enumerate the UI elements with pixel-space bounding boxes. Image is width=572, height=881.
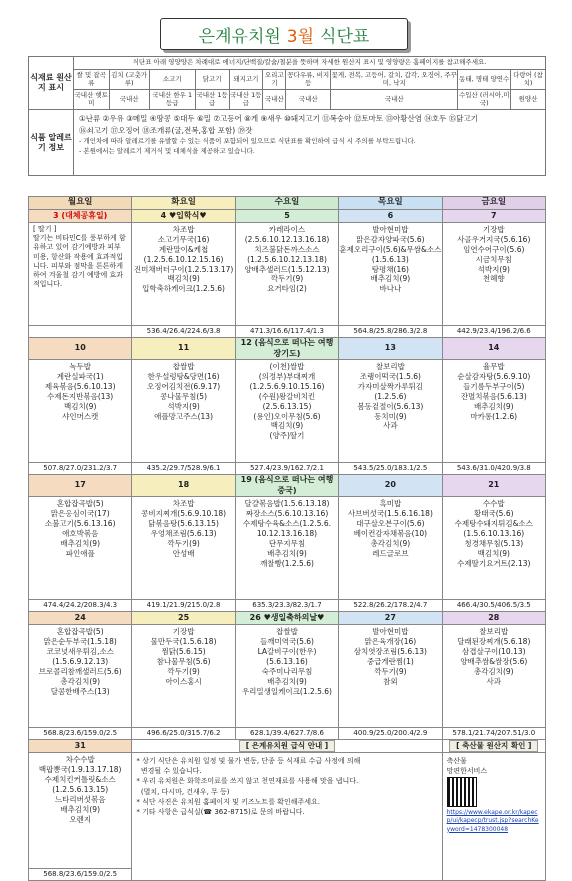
nutrition-cell: 442.9/23.4/196.2/6.6: [442, 326, 545, 338]
nutrition-cell: 628.1/39.4/627.7/8.6: [235, 728, 338, 740]
date-cell: 5: [235, 210, 338, 223]
origin-item: 꽁다우류, 비지 등: [286, 70, 331, 90]
menu-cell: 녹두밥 계란실파국(1) 제육볶음(5.6.10.13) 수제돈지반볶음(13) 백김치(9) 샤인머스캣: [29, 360, 132, 463]
weekday-wed: 수요일: [235, 197, 338, 210]
menu-cell: 기장밥 물만두국(1.5.6.18) 찜닭(5.6.15) 참나물무침(5.6) 깍두기(9) 아이스홍시: [132, 625, 235, 728]
nutrition-cell: 543.6/31.0/420.9/3.8: [442, 463, 545, 475]
date-cell: 3 (대체공휴일): [29, 210, 132, 223]
date-cell: 28: [442, 612, 545, 625]
origin-value: 원양산: [511, 90, 546, 110]
origin-label: 식재료 원산지 표시: [29, 57, 74, 110]
menu-cell: 흑미밥 사브버섯국(1.5.6.16.18) 대구살오븐구이(5.6) 베이컨감자채볶음(10) 총각김치(9) 레드글로브: [339, 497, 442, 600]
origin-item: 꽃게, 전복, 고등어, 갈치, 갑각, 오징어, 주꾸미, 낙지: [331, 70, 458, 90]
menu-cell: 기장밥 사골우거지국(5.6.16) 임연수어구이(5.6) 시금치무침 석박지(9) 천혜향: [442, 223, 545, 326]
meat-line1: 축산물: [446, 757, 467, 766]
origin-value: 국내산: [331, 90, 458, 110]
qr-code-icon[interactable]: [447, 777, 477, 807]
date-cell: 14: [442, 338, 545, 360]
origin-value: 수입산 (러시아,미국): [458, 90, 511, 110]
meat-line2: 망편한서비스: [446, 766, 488, 775]
origin-value: 국내산: [263, 90, 286, 110]
meat-link[interactable]: https://www.ekape.or.kr/kapecp/ui/kapecp/trust.jsp?searchKeyword=1478300048: [446, 808, 539, 833]
date-cell: 24: [29, 612, 132, 625]
origin-item: 동태, 명태 양연수: [458, 70, 511, 90]
date-cell: 17: [29, 475, 132, 497]
menu-cell: 혼합잡곡밥(5) 맑은순두부국(1.5.18) 코코넛새우튀김,소스 (1.5.6.9.12.13) 브로콜리참깨샐러드(5.6) 총각김치(9) 달콤한배주스(13): [29, 625, 132, 728]
guide-line: * 우리 유치원은 화학조미료를 쓰지 않고 천연재료를 사용해 맛을 냅니다.: [136, 777, 359, 786]
menu-cell: 차조밥 소고기무국(16) 계란말이&케첩 (1.2.5.6.10.12.15.16) 진미채버터구이(1.2.5.13.17) 백김치(9) 입학축하케이크(1.2.5.6): [132, 223, 235, 326]
origin-value: 국내산: [286, 90, 331, 110]
origin-allergy-table: [28, 56, 546, 176]
origin-value: 국내산 한우 1등급: [149, 90, 195, 110]
menu-cell: 차조밥 콩비지찌개(5.6.9.10.18) 닭볶음탕(5.6.13.15) 우엉채조림(5.6.13) 깍두기(9) 안성배: [132, 497, 235, 600]
menu-cell: 차수수밥 백팝뽕국(1.9.13.17.18) 수제치킨커틀릿&소스 (1.2.5.6.13.15) 느타리버섯볶음 배추김치(9) 오렌지: [29, 753, 132, 869]
weekday-header: [29, 197, 546, 210]
date-cell: 13: [339, 338, 442, 360]
date-cell: 18: [132, 475, 235, 497]
date-cell: 20: [339, 475, 442, 497]
title-suffix: 식단표: [320, 26, 370, 47]
nutrition-cell: 578.1/21.74/207.51/3.0: [442, 728, 545, 740]
nutrition-cell: 419.1/21.9/215.0/2.8: [132, 600, 235, 612]
guide-line: 변경될 수 있습니다.: [136, 767, 202, 776]
menu-cell: 발아현미밥 맑은감자양파국(5.6) 훈제오리구이(5.6)&무쌈&소스 (1.5.6.13) 탕평채(16) 배추김치(9) 바나나: [339, 223, 442, 326]
menu-cell: 찹쌀밥 들깨미역국(5.6) LA갈비구이(한우) (5.6.13.16) 숙주미나리무침 배추김치(9) 우리밀생일케이크(1.2.5.6): [235, 625, 338, 728]
date-cell: 19 (음식으로 떠나는 여행 중국): [235, 475, 338, 497]
date-cell: 11: [132, 338, 235, 360]
origin-notice: 식단표 아래 영양양은 차례대로 에너지/단백질/칼슘/철분을 뜻하며 자세한 원산지 표시 및 영양량은 홈페이지를 참고해주세요.: [74, 57, 546, 70]
guide-text: [132, 753, 442, 881]
menu-cell: 찹쌀밥 한우설렁탕&당면(16) 오징어김치전(6.9.17) 콩나물무침(5) 석박지(9) 애플망고주스(13): [132, 360, 235, 463]
nutrition-cell: 474.4/24.2/208.3/4.3: [29, 600, 132, 612]
weekday-fri: 금요일: [442, 197, 545, 210]
date-cell: 10: [29, 338, 132, 360]
allergy-note-2: - 본원에서는 알레르기 제거식 및 대체식을 제공하고 있습니다.: [79, 147, 255, 156]
weekday-tue: 화요일: [132, 197, 235, 210]
date-cell: 25: [132, 612, 235, 625]
meat-title: [ 축산물 원산지 확인 ]: [449, 740, 538, 752]
origin-item: 쌀 및 잡곡류: [74, 70, 110, 90]
nutrition-cell: 568.8/23.6/159.0/2.5: [29, 728, 132, 740]
date-cell: 26 ♥생일축하의날♥: [235, 612, 338, 625]
nutrition-cell: 522.8/26.2/178.2/4.7: [339, 600, 442, 612]
date-cell: 27: [339, 612, 442, 625]
origin-item: 오리고기: [263, 70, 286, 90]
page-title: [160, 18, 408, 50]
nutrition-cell: 527.4/23.9/162.7/2.1: [235, 463, 338, 475]
weekday-mon: 월요일: [29, 197, 132, 210]
menu-cell: 찰보리밥 조랭이떡국(1.5.6) 가자미살짝가루튀김 (1.2.5.6) 봄동겉절이(5.6.13) 동치미(9) 사과: [339, 360, 442, 463]
date-cell: 12 (음식으로 떠나는 여행 장기도): [235, 338, 338, 360]
menu-cell: 발아현미밥 맑은육개장(16) 삼치엿장조림(5.6.13) 중급게란찜(1) 깍두기(9) 참외: [339, 625, 442, 728]
guide-line: (멸치, 다시마, 건새우, 무 등): [136, 787, 230, 796]
nutrition-cell: 543.5/25.0/183.1/2.5: [339, 463, 442, 475]
guide-line: * 식단 사진은 유치원 홈페이지 및 키즈노트를 확인해주세요.: [136, 797, 320, 806]
menu-cell: 율무밥 순살감자탕(5.6.9.10) 들기름두부구이(5) 잔멸치볶음(5.6.13) 배추김치(9) 마카롱(1.2.6): [442, 360, 545, 463]
guide-line: * 상기 식단은 유치원 일정 및 물가 변동, 단종 등 식재료 수급 사정에 의해: [136, 757, 361, 766]
guide-title: [ 은계유치원 급식 안내 ]: [239, 740, 336, 752]
origin-value: 국내산 햇토미: [74, 90, 110, 110]
nutrition-cell: 536.4/26.4/224.6/3.8: [132, 326, 235, 338]
nutrition-cell: [29, 326, 132, 338]
allergy-label: 식품 알레르기 정보: [29, 110, 74, 176]
menu-calendar: [28, 196, 546, 881]
nutrition-cell: 471.3/16.6/117.4/1.3: [235, 326, 338, 338]
menu-cell: 혼합잡곡밥(5) 맑은옹심이국(17) 소불고기(5.6.13.16) 애호박볶음 배추김치(9) 파인애플: [29, 497, 132, 600]
nutrition-cell: 568.8/23.6/159.0/2.5: [29, 869, 132, 881]
date-cell: 31: [29, 740, 132, 753]
date-cell: 6: [339, 210, 442, 223]
date-cell: 7: [442, 210, 545, 223]
guide-line: * 기타 사항은 급식실(☎ 362-8715)로 문의 바랍니다.: [136, 807, 305, 816]
origin-value: 국내산 1등급: [195, 90, 229, 110]
menu-cell: 달걀볶음밥(1.5.6.13.18) 짜장소스(5.6.10.13.16) 수제탕수육&소스(1.2.5.6. 10.12.13.16.18) 단무지무침 배추김치(9) 깨찰빵(1.2.5.6): [235, 497, 338, 600]
menu-cell: 수수밥 황태국(5.6) 수제탕수돼지튀김&소스 (1.5.6.10.13.16) 청경채무침(5.13) 백김치(9) 수제딸기요거트(2.13): [442, 497, 545, 600]
menu-cell: 카레라이스 (2.5.6.10.12.13.16.18) 치즈불닭돈까스소스 (1.2.5.6.10.12.13.18) 양배추샐러드(1.5.12.13) 깍두기(9) 요거타임(2): [235, 223, 338, 326]
nutrition-cell: 400.9/25.0/200.4/2.9: [339, 728, 442, 740]
title-month: 3월: [286, 26, 315, 47]
origin-value: 국내산 1등급: [229, 90, 263, 110]
origin-items-row: [29, 70, 546, 90]
menu-cell: [ 딸기 ] 딸기는 비타민C를 풍부하게 함유하고 있어 감기예방과 피부미용, 항산화 작용에 효과적입니다. 피부와 점막을 튼튼하게 하여 겨울철 감기 예방에 효과적입니다.: [29, 223, 132, 326]
origin-item: 소고기: [149, 70, 195, 90]
title-org: 은계유치원: [198, 26, 281, 47]
date-cell: 4 ♥입학식♥: [132, 210, 235, 223]
origin-item: 돼지고기: [229, 70, 263, 90]
menu-cell: (이천)쌀밥 (의정부)부대찌개 (1.2.5.6.9.10.15.16) (수원)왕갈비치킨 (2.5.6.13.15) (용인)오이무침(5.6) 백김치(9) (양주)딸기: [235, 360, 338, 463]
nutrition-cell: 564.8/25.8/286.3/2.8: [339, 326, 442, 338]
nutrition-cell: 466.4/30.5/406.5/3.5: [442, 600, 545, 612]
nutrition-cell: 507.8/27.0/231.2/3.7: [29, 463, 132, 475]
nutrition-cell: 496.6/25.0/315.7/6.2: [132, 728, 235, 740]
origin-item: 김치 (고춧가루): [109, 70, 149, 90]
menu-cell: 찰보리밥 달래된장찌개(5.6.18) 삼겹살구이(10.13) 양배추쌈&쌈장(5.6) 총각김치(9) 사과: [442, 625, 545, 728]
origin-item: 다랑어 (참치): [511, 70, 546, 90]
origin-values-row: [29, 90, 546, 110]
origin-value: 국내산: [109, 90, 149, 110]
nutrition-cell: 435.2/29.7/528.9/6.1: [132, 463, 235, 475]
weekday-thu: 목요일: [339, 197, 442, 210]
allergy-codes-2: ⑯쇠고기 ⑰오징어 ⑱조개류(굴,전복,홍합 포함) ⑲잣: [79, 125, 253, 135]
origin-item: 닭고기: [195, 70, 229, 90]
date-cell: 21: [442, 475, 545, 497]
allergy-codes-1: ①난류 ②우유 ③메밀 ④땅콩 ⑤대두 ⑥밀 ⑦고등어 ⑧게 ⑨새우 ⑩돼지고기 ⑪복숭아 ⑫토마토 ⑬아황산염 ⑭호두 ⑮닭고기: [79, 114, 478, 123]
nutrition-cell: 635.3/23.3/82.3/1.7: [235, 600, 338, 612]
allergy-note-1: - 개인차에 따라 알레르기를 유발할 수 있는 식품이 포함되어 있으므로 식단표를 확인하여 급식 시 주의를 부탁드립니다.: [79, 137, 416, 146]
